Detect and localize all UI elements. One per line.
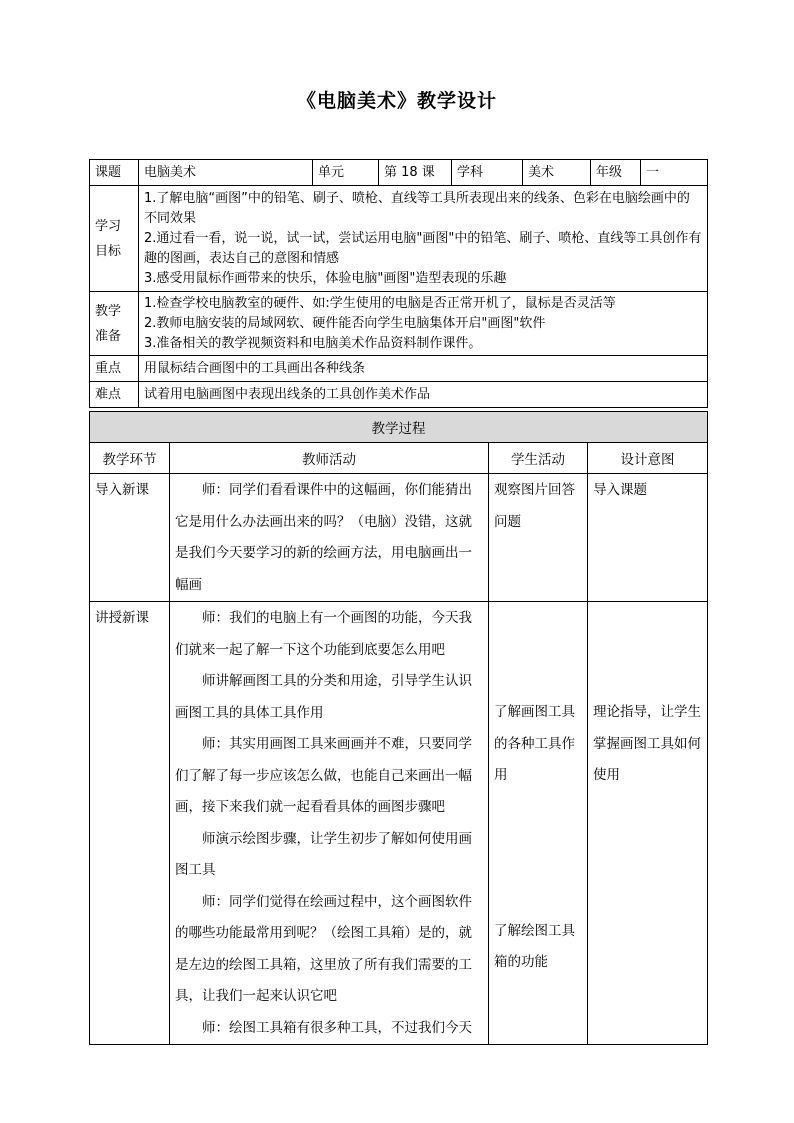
- teacher-paragraph: 师：其实用画图工具来画画并不难，只要同学们了解了每一步应该怎么做，也能自己来画出一幅画，接下来我们就一起看看具体的画图步骤吧: [175, 736, 472, 815]
- key-content: 用鼠标结合画图中的工具画出各种线条: [139, 356, 708, 382]
- subject-value: 美术: [523, 160, 591, 186]
- header-stage: 教学环节: [90, 443, 170, 474]
- student-activity-item: 了解绘图工具箱的功能: [494, 922, 575, 970]
- teacher-paragraph: 师：同学们觉得在绘画过程中，这个画图软件的哪些功能最常用到呢？（绘图工具箱）是的，就是左边的绘图工具箱，这里放了所有我们需要的工具，让我们一起来认识它吧: [175, 893, 472, 1004]
- unit-label: 单元: [313, 160, 379, 186]
- intent-item: 理论指导，让学生掌握画图工具如何使用: [593, 704, 701, 783]
- teaching-process-table: [89, 411, 708, 1045]
- goal-item: 3.感受用鼠标作画带来的快乐，体验电脑"画图"造型表现的乐趣: [144, 270, 507, 286]
- goals-content: [139, 186, 708, 292]
- prep-content: [139, 292, 708, 356]
- teacher-paragraph: 师演示绘图步骤，让学生初步了解如何使用画图工具: [175, 830, 472, 878]
- process-title: 教学过程: [90, 412, 708, 443]
- student-activity-intro: 观察图片回答问题: [489, 474, 588, 602]
- prep-item: 1.检查学校电脑教室的硬件、如:学生使用的电脑是否正常开机了，鼠标是否灵活等: [144, 295, 616, 311]
- teacher-paragraph: 师讲解画图工具的分类和用途，引导学生认识画图工具的具体工具作用: [175, 673, 472, 721]
- intent-new: [588, 602, 708, 1045]
- prep-label: 教学准备: [90, 292, 139, 356]
- header-teacher: 教师活动: [170, 443, 489, 474]
- goals-label: 学习目标: [90, 186, 139, 292]
- subject-label: 学科: [452, 160, 523, 186]
- page-title: 《电脑美术》教学设计: [296, 90, 497, 112]
- teacher-activity-new: [170, 602, 489, 1045]
- difficult-content: 试着用电脑画图中表现出线条的工具创作美术作品: [139, 382, 708, 408]
- goal-item: 2.通过看一看，说一说，试一试，尝试运用电脑"画图"中的铅笔、刷子、喷枪、直线等工具创作有趣的图画，表达自己的意图和情感: [144, 230, 702, 266]
- lesson-info-table: [89, 159, 708, 408]
- teacher-paragraph: 师：绘图工具箱有很多种工具，不过我们今天: [202, 1019, 472, 1036]
- grade-label: 年级: [591, 160, 641, 186]
- header-intent: 设计意图: [588, 443, 708, 474]
- stage-new: 讲授新课: [90, 602, 170, 1045]
- teacher-paragraph: 师：我们的电脑上有一个画图的功能，今天我们就来一起了解一下这个功能到底要怎么用吧: [175, 610, 472, 658]
- topic-value: 电脑美术: [139, 160, 313, 186]
- goal-item: 1.了解电脑“画图”中的铅笔、刷子、喷枪、直线等工具所表现出来的线条、色彩在电脑绘画中的不同效果: [144, 190, 690, 226]
- grade-value: 一: [641, 160, 708, 186]
- prep-item: 3.准备相关的教学视频资料和电脑美术作品资料制作课件。: [144, 335, 482, 351]
- intent-intro: 导入课题: [588, 474, 708, 602]
- student-activity-item: 了解画图工具的各种工具作用: [494, 704, 575, 783]
- student-activity-new: [489, 602, 588, 1045]
- teacher-activity-intro: [170, 474, 489, 602]
- prep-item: 2.教师电脑安装的局域网软、硬件能否向学生电脑集体开启"画图"软件: [144, 315, 546, 331]
- topic-label: 课题: [90, 160, 139, 186]
- stage-intro: 导入新课: [90, 474, 170, 602]
- teacher-paragraph: 师：同学们看看课件中的这幅画，你们能猜出它是用什么办法画出来的吗？（电脑）没错，这就是我们今天要学习的新的绘画方法，用电脑画出一幅画: [175, 482, 472, 593]
- key-label: 重点: [90, 356, 139, 382]
- difficult-label: 难点: [90, 382, 139, 408]
- unit-value: 第 18 课: [379, 160, 452, 186]
- header-student: 学生活动: [489, 443, 588, 474]
